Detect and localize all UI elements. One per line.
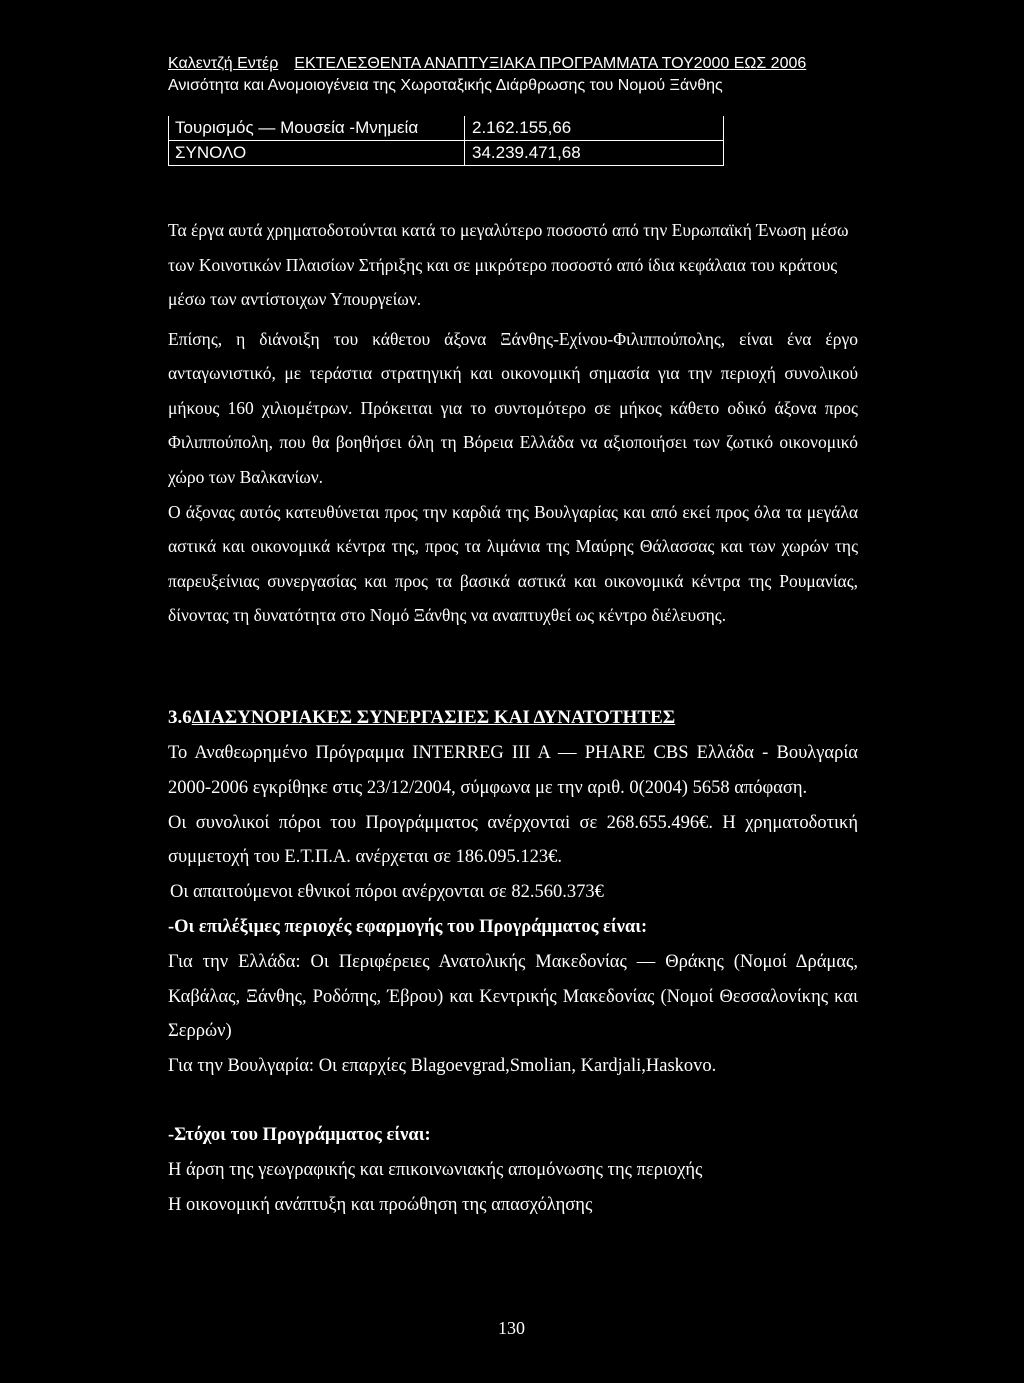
table-cell-label: ΣΥΝΟΛΟ: [169, 141, 465, 165]
goal-item: Η οικονομική ανάπτυξη και προώθηση της απασχόλησης: [168, 1194, 593, 1215]
section-title-text: ΔΙΑΣΥΝΟΡΙΑΚΕΣ ΣΥΝΕΡΓΑΣΙΕΣ ΚΑΙ ΔΥΝΑΤΟΤΗΤΕΣ: [191, 707, 676, 728]
table-cell-value: 2.162.155,66: [472, 118, 572, 137]
page-number: 130: [498, 1318, 525, 1338]
paragraph-axis-text: Επίσης, η διάνοιξη του κάθετου άξονα Ξάνθης-Εχίνου-Φιλιππούπολης, είναι ένα έργο ανταγωνιστικό, με τεράστια στρατηγική και οικονομική σημασία για την περιοχή συνολικού μήκους 160 χιλιομέτρων. Πρόκειται για το συντομότερο σε μήκος κάθετο οδικό άξονα προς Φιλιππούπολη, που θα βοηθήσει όλη τη Βόρεια Ελλάδα να αξιοποιήσει των ζωτικό οικονομικό χώρο των Βαλκανίων.: [168, 329, 858, 487]
goal-item: Η άρση της γεωγραφικής και επικοινωνιακής απομόνωσης της περιοχής: [168, 1159, 703, 1180]
budget-table: [168, 116, 724, 166]
header-doc-title: ΕΚΤΕΛΕΣΘΕΝΤΑ ΑΝΑΠΤΥΞΙΑΚΑ ΠΡΟΓΡΑΜΜΑΤΑ ΤΟΥ2000 ΕΩΣ 2006: [294, 55, 807, 72]
header-subtitle: Ανισότητα και Ανομοιογένεια της Χωροταξικής Διάρθρωσης του Νομού Ξάνθης: [168, 77, 723, 94]
table-row: [169, 141, 723, 166]
paragraph-funding: Τα έργα αυτά χρηματοδοτούνται κατά το μεγαλύτερο ποσοστό από την Ευρωπαϊκή Ένωση μέσω των Κοινοτικών Πλαισίων Στήριξης και σε μικρότερο ποσοστό από ίδια κεφάλαια του κράτους μέσω των αντίστοιχων Υπουργείων.: [168, 220, 849, 309]
section-body: [168, 736, 858, 1222]
header-author: Καλεντζή Εντέρ: [168, 55, 279, 72]
table-row: [169, 116, 723, 141]
bulgaria-areas-line: Για την Βουλγαρία: Οι επαρχίες Blagoevgrad,Smolian, Kardjali,Haskovo.: [168, 1056, 717, 1077]
resources-paragraph: Οι συνολικοί πόροι του Προγράμματος ανέρχονταi σε 268.655.496€. Η χρηματοδοτική συμμετοχή του Ε.Τ.Π.Α. ανέρχεται σε 186.095.123€.: [168, 812, 858, 868]
eligible-areas-heading: -Οι επιλέξιμες περιοχές εφαρμογής του Προγράμματος είναι:: [168, 916, 648, 937]
spacer: [168, 1084, 858, 1118]
section-number: 3.6: [168, 707, 192, 728]
goals-heading: -Στόχοι του Προγράμματος είναι:: [168, 1124, 431, 1145]
page-header: [168, 53, 806, 97]
paragraph-axis-direction: [168, 495, 858, 633]
national-resources-line: Οι απαιτούμενοι εθνικοί πόροι ανέρχονται σε 82.560.373€: [170, 882, 604, 903]
paragraph-axis-direction-text: Ο άξονας αυτός κατευθύνεται προς την καρδιά της Βουλγαρίας και από εκεί προς όλα τα μεγάλα αστικά και οικονομικά κέντρα της, προς τα λιμάνια της Μαύρης Θάλασσας και των χωρών της παρευξείνιας συνεργασίας και προς τα βασικά αστικά και οικονομικά κέντρα της Ρουμανίας, δίνοντας τη δυνατότητα στο Νομό Ξάνθης να αναπτυχθεί ως κέντρο διέλευσης.: [168, 502, 858, 626]
table-cell-label: Τουρισμός — Μουσεία -Μνημεία: [169, 116, 465, 140]
table-cell-value: 34.239.471,68: [472, 143, 581, 162]
interreg-paragraph: Το Αναθεωρημένο Πρόγραμμα INTERREG III A — PHARE CBS Ελλάδα - Βουλγαρία 2000-2006 εγκρίθηκε στις 23/12/2004, σύμφωνα με την αριθ. 0(2004) 5658 απόφαση.: [168, 743, 858, 798]
section-heading: [168, 706, 675, 730]
greece-areas-paragraph: Για την Ελλάδα: Οι Περιφέρειες Ανατολικής Μακεδονίας — Θράκης (Νομοί Δράμας, Καβάλας, Ξάνθης, Ροδόπης, Έβρου) και Κεντρικής Μακεδονίας (Νομοί Θεσσαλονίκης και Σερρών): [168, 951, 858, 1042]
paragraph-axis: [168, 322, 858, 494]
